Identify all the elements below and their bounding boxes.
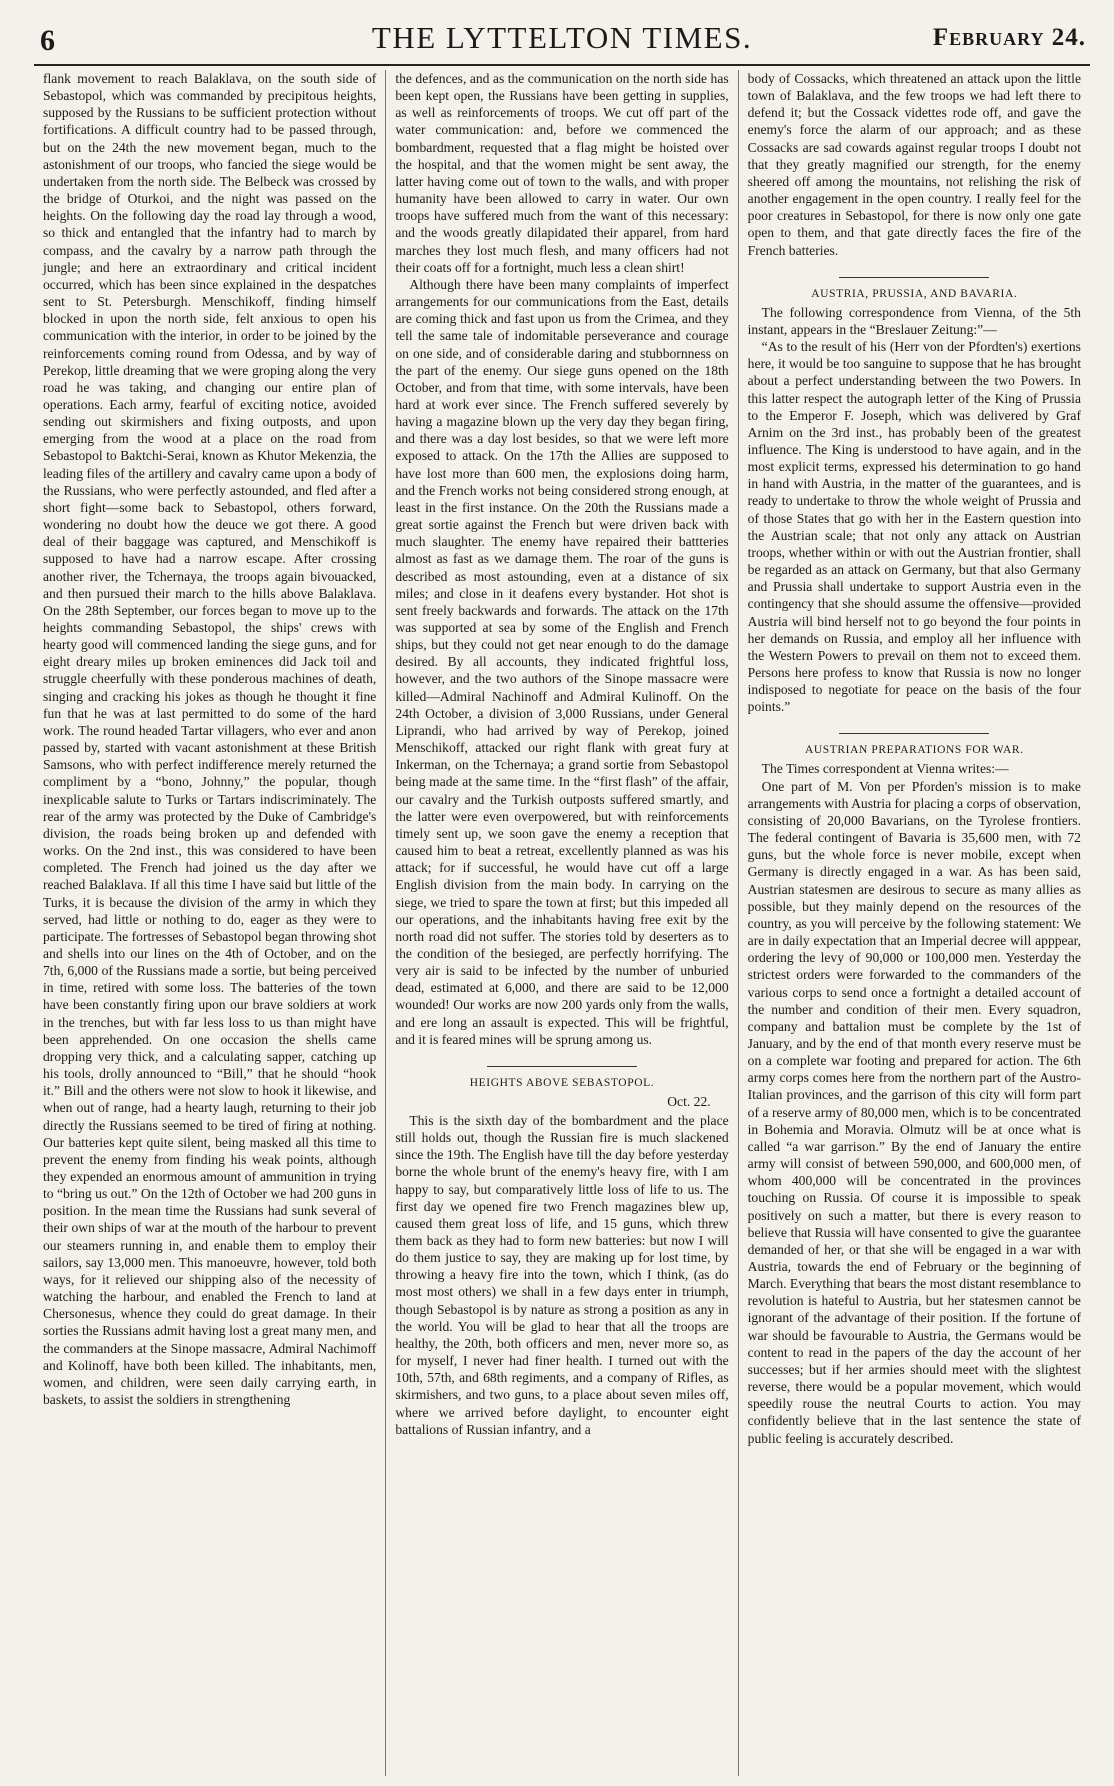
newspaper-title: THE LYTTELTON TIMES.	[371, 20, 753, 55]
article-paragraph: flank movement to reach Balaklava, on the south side of Sebastopol, which was commanded by precipitous heights, supposed by the Russians to be sufficient protection without fortifications. A difficult country had to be passed through, but on the 24th the new movement began, much to the astonishment of our troops, who fancied the siege would be undertaken from the north side. The Belbeck was crossed by the bridge of Oturkoi, and the night was passed on the heights. On the following day the road lay through a wood, so thick and entangled that the infantry had to march by compass, and the cavalry by a narrow path through the jungle; and here an extraordinary and critical incident occurred, which has been since explained in the despatches sent to St. Petersburgh. Menschikoff, finding himself blocked in upon the north side, felt anxious to open his communication with the interior, in order to be joined by the reinforcements coming round from Odessa, and by way of Perekop, little dreaming that we were groping along the very road he was taking, and changing our entire plan of operations. Each army, fearful of exciting notice, avoided sending out skirmishers and fixing outposts, and upon emerging from the wood at a place on the road from Sebastopol to Baktchi-Serai, known as Khutor Mekenzia, the leading files of the artillery and cavalry came upon a body of the Russians, who were perfectly astounded, and fled after a short fight—some back to Sebastopol, others forward, wondering no doubt how the deuce we got there. A good deal of their baggage was captured, and Menschikoff is supposed to have had a narrow escape. After crossing another river, the Tchernaya, the troops again bivouacked, and then pursued their march to the hills above Balaklava. On the 28th September, our forces began to move up to the heights commanding Sebastopol, the ships' crews with hearty good will commenced landing the siege guns, and for eight dreary miles up broken eminences did Jack toil and struggle cheerfully with these ponderous machines of death, singing and cracking his jokes as though he thought it fine fun that he was at last permitted to do some of the hard work. The round headed Tartar villagers, who ever and anon passed by, started with vacant astonishment at these British Samsons, who with perfect indifference merely returned the compliment by a “bono, Johnny,” the popular, though inexplicable salute to Turks or Tartars indiscriminately. The rear of the army was protected by the Duke of Cambridge's division, the roads being broken up and defended with works. On the 2nd inst., this was considered to have been completed. The French had joined us the day after we reached Balaklava. If all this time I have said but little of the Turks, it is because the division of the army in which they served, had little or nothing to do, eager as they were to participate. The fortresses of Sebastopol began throwing shot and shells into our lines on the 4th of October, and on the 7th, 6,000 of the Russians made a sortie, but being perceived in time, retired with some loss. The batteries of the town have been constantly firing upon our brave soldiers at work in the trenches, but with far less loss to us than might have been apprehended. On one occasion the shells came dropping very thick, and a calculating sapper, catching up his tools, drolly announced to “Bill,” that he should “hook it.” Bill and the others were not slow to hook it likewise, and when out of range, had a hearty laugh, returning to their job directly the Russians seemed to be tired of firing at nothing. Our batteries kept quite silent, being masked all this time to prevent the enemy from finding his weak points, although they expended an enormous amount of ammunition in trying to “bring us out.” On the 12th of October we had 200 guns in position. In the mean time the Russians had sunk several of their own ships of war at the mouth of the harbour to prevent our steamers running in, and enable them to employ their sailors, say 13,000 men. This manoeuvre, however, told both ways, for it relieved our shipping also of the necessity of watching the harbour, and enabled the French to land at Chersonesus, whence they could do great damage. In their sorties the Russians admit having lost a great many men, and the commanders at the Sinope massacre, Admiral Nachimoff and Kolinoff, have both been killed. The inhabitants, men, women, and children, were seen daily carrying earth, in baskets, to assist the soldiers in strengthening	[43, 71, 377, 1408]
column-2	[385, 70, 737, 1776]
section-divider	[839, 277, 989, 278]
issue-date: February 24.	[932, 24, 1086, 51]
article-paragraph: Although there have been many complaints of imperfect arrangements for our communications from the East, details are coming thick and fast upon us from the Crimea, and they tell the same tale of indomitable perseverance and courage on one side, and of considerable daring and stubbornness on the part of the enemy. Our siege guns opened on the 18th October, and from that time, with some intervals, have been hard at work ever since. The French suffered severely by having a magazine blown up the very day they began firing, and there was a day lost besides, so that we were left more exposed to attack. On the 17th the Allies are supposed to have lost more than 600 men, the explosions doing harm, and the French works not being considered strong enough, at least in the first instance. On the 20th the Russians made a great sortie against the French but were driven back with much slaughter. The enemy have repaired their battteries almost as fast as we damage them. The roar of the guns is described as most astounding, even at a distance of six miles; and close in it deafens every bystander. Hot shot is sent freely backwards and forwards. The attack on the 17th was supported at sea by some of the English and French ships, but they could not get near enough to do the damage desired. By all accounts, they indicated frightful loss, however, and the two authors of the Sinope massacre were killed—Admiral Nachinoff and Admiral Kulinoff. On the 24th October, a division of 3,000 Russians, under General Liprandi, who had arrived by way of Perekop, joined Menschikoff, attacked our right flank with great fury at Inkerman, on the Tchernaya; a grand sortie from Sebastopol being made at the same time. In the “first flash” of the affair, our cavalry and the Turkish outposts suffered smartly, and the latter were even overpowered, but with reinforcements timely sent up, we soon gave the enemy a reception that caused him to beat a retreat, excellently planned as was his attack; for if successful, he would have cut off a large English division from the main body. In carrying on the siege, we tried to spare the town at first; but this impeded all our operations, and the inhabitants having free exit by the north road did not suffer. The stories told by deserters as to the condition of the besieged, are perfectly horrifying. The very air is said to be infected by the number of unburied dead, estimated at 6,000, and there are said to be 12,000 wounded! Our works are now 200 yards only from the walls, and ere long an assault is expected. This will be frightful, and it is feared mines will be sprung among us.	[395, 276, 729, 1047]
section-divider	[487, 1066, 637, 1067]
section-divider	[839, 733, 989, 734]
section-heading: AUSTRIA, PRUSSIA, AND BAVARIA.	[811, 287, 1018, 300]
article-paragraph: The Times correspondent at Vienna writes:—	[761, 761, 1009, 777]
section-heading: AUSTRIAN PREPARATIONS FOR WAR.	[804, 744, 1024, 757]
article-paragraph: This is the sixth day of the bombardment and the place still holds out, though the Russian fire is much slackened since the 19th. The English have till the day before yesterday borne the whole brunt of the enemy's heavy fire, with I am happy to say, but comparatively little loss of life to us. The first day we opened fire two French magazines blew up, caused them great loss of life, and 15 guns, which threw them back as they had to form new batteries: but now I will do them justice to say, they are making up for lost time, by throwing a heavy fire into the town, which I think, (as do most most others) we shall in a few days enter in triumph, though Sebastopol is by nature as strong a position as any in the world. You will be glad to hear that all the troops are healthy, the 20th, both officers and men, never more so, as for myself, I never had finer health. I turned out with the 10th, 57th, and 68th regiments, and a company of Rifles, as skirmishers, and two guns, to a place about seven miles off, where we arrived before daylight, to encounter eight battalions of Russian infantry, and a	[395, 1112, 729, 1437]
article-paragraph: The following correspondence from Vienna, of the 5th instant, appears in the “Breslauer Zeitung:”—	[747, 304, 1081, 337]
article-paragraph: the defences, and as the communication on the north side has been kept open, the Russians have been getting in supplies, as well as reinforcements of troops. We cut off part of the water communication: and, before we commenced the bombardment, requested that a flag might be hoisted over the hospital, and that the women might be sent away, the latter having come out of town to the walls, and with proper humanity have been allowed to carry in water. Our own troops have suffered much from the want of this necessary: and the woods greatly dilapidated their apparel, from hard marches they lost much flesh, and many officers had not their coats off for a fortnight, much less a clean shirt!	[395, 71, 729, 275]
page-number: 6	[40, 24, 55, 57]
column-3	[738, 70, 1090, 1776]
section-heading: HEIGHTS ABOVE SEBASTOPOL.	[469, 1076, 655, 1089]
article-paragraph: body of Cossacks, which threatened an attack upon the little town of Balaklava, and the few troops we had left there to defend it; but the Cossack videttes rode off, and gave the enemy's force the alarm of our approach; and as these Cossacks are sad cowards against regular troops I doubt not that they greatly magnified our strength, for the enemy sheered off among the mountains, not relishing the risk of another engagement in the open country. I really feel for the poor creatures in Sebastopol, for there is now only one gate open to them, and that gate directly faces the fire of the French batteries.	[747, 71, 1081, 258]
dateline: Oct. 22.	[667, 1093, 711, 1109]
columns	[34, 70, 1090, 1776]
masthead	[34, 0, 1090, 66]
column-1	[34, 70, 385, 1776]
article-paragraph: “As to the result of his (Herr von der Pfordten's) exertions here, it would be too sanguine to suppose that he has brought about a perfect understanding between the two Powers. In this latter respect the autograph letter of the King of Prussia to the Emperor F. Joseph, which was delivered by Graf Arnim on the 3rd inst., has probably been of the greatest influence. The King is understood to have again, and in the most explicit terms, expressed his determination to go hand in hand with Austria, in the matter of the guarantees, and is ready to undertake to throw the whole weight of Prussia and of those States that go with her in the Eastern question into the Austrian scale; that not only any attack on Austrian troops, whether within or with out the Austrian frontier, shall be regarded as an attack on Germany, but that also Germany and Prussia shall undertake to support Austria even in the contingency that she should assume the offensive—provided Austria will bind herself not to go beyond the four points in her demands on Russia, and employ all her influence with the Western Powers to prevail on them not to exceed them. Persons here profess to know that Russia is now no longer indisposed to negotiate for peace on the basis of the four points.”	[747, 339, 1081, 715]
article-paragraph: One part of M. Von per Pforden's mission is to make arrangements with Austria for placing a corps of observation, consisting of 20,000 Bavarians, on the Tyrolese frontiers. The federal contingent of Bavaria is 35,600 men, with 72 guns, but the whole force is never mobile, except when Germany is directly engaged in a war. As has been said, Austrian statesmen are desirous to secure as many allies as possible, but they mainly depend on the resources of the country, as you will perceive by the following statement: We are in daily expectation that an Imperial decree will apppear, ordering the levy of 90,000 or 100,000 men. Yesterday the strictest orders were forwarded to the commanders of the various corps to send once a fortnight a detailed account of the number and condition of their men. Every squadron, company and battalion must be complete by the 1st of January, and by the end of that month every reserve must be on a complete war footing and prepared for action. The 6th army corps comes here from the northern part of the Austro-Italian provinces, and the garrison of this city will form part of a reserve army of 80,000 men, which is to be concentrated in Bohemia and Moravia. Olmutz will be at once what is called “a war garrison.” By the end of January the entire army will consist of between 590,000, and 600,000 men, of whom 400,000 will be concentrated in the provinces touching on Russia. Of course it is impossible to speak positively on such a matter, but there is every reason to believe that Russia will have consented to give the guarantee demanded of her, or that she will be engaged in a war with Austria, towards the end of February or the beginning of March. Everything that bears the most distant resemblance to revolution is hateful to Austria, but her statesmen cannot be ignorant of the advantage of their position. If the fortune of war should be favourable to Austria, the Germans would be content to read in the papers of the day the account of her successes; but if her armies should meet with the slightest reverse, there would be a popular movement, which would speedily rouse the neutral Courts to action. You may confidently believe that in the last sentence the state of public feeling is accurately described.	[747, 778, 1081, 1446]
